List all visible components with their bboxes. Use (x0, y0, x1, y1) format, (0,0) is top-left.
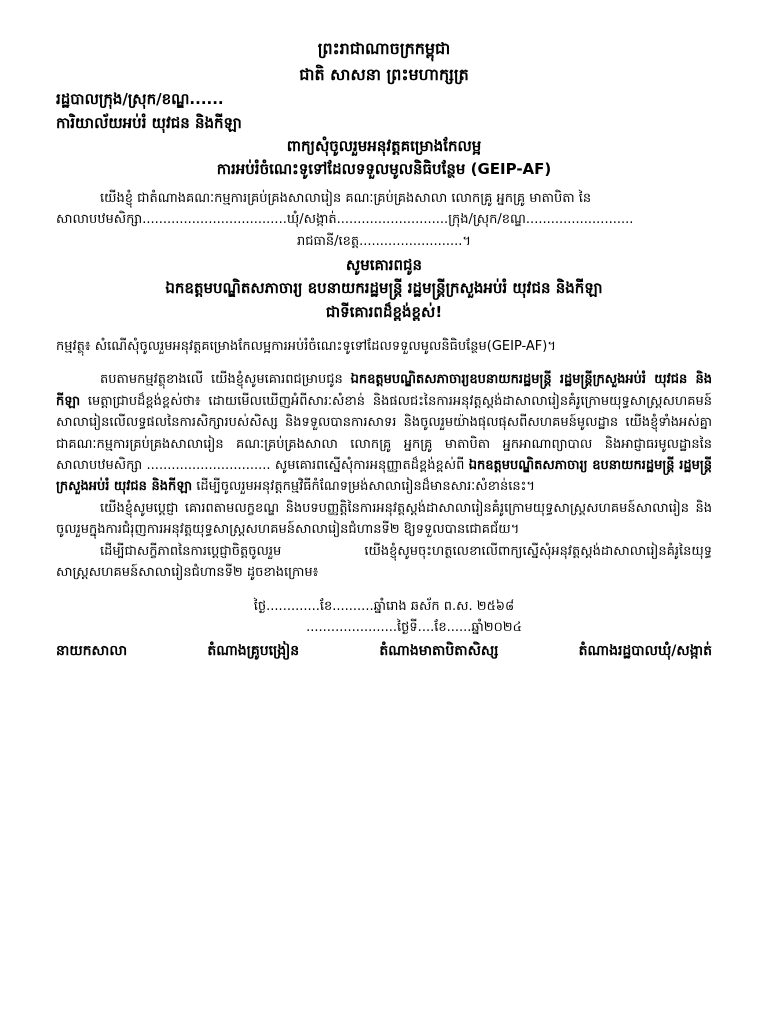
subject-line: កម្មវត្ថុ៖ សំណើសុំចូលរួមអនុវត្តគម្រោងកែលម្អការអប់រំចំណេះទូទៅដែលទទួលមូលនិធិបន្ថែម(GEIP-AF)។ (56, 338, 556, 354)
p1-text-a: តបតាមកម្មវត្ថុខាងលើ យើងខ្ញុំសូមគោរពជម្រាបជូន (100, 372, 351, 388)
intro-line-1: យើងខ្ញុំ ជាតំណាងគណៈកម្មការគ្រប់គ្រងសាលារៀន គណៈគ្រប់គ្រងសាលា លោកគ្រូ អ្នកគ្រូ មាតាបិតា នៃ (100, 190, 592, 206)
body-paragraph-1 (56, 369, 712, 498)
body-paragraph-2: យើងខ្ញុំសូមប្តេជ្ញា គោរពតាមលក្ខខណ្ឌ និងបទបញ្ញត្តិនៃការអនុវត្តស្តង់ដាសាលារៀនគំរូក្រោមយុទ្ធសាស្ត្រសហគមន៍សាលារៀន និងចូលរួមក្នុងការជំរុញការអនុវត្តយុទ្ធសាស្ត្រសហគមន៍សាលារៀនជំហានទី២ ឱ្យទទួលបានជោគជ័យ។ (56, 500, 712, 538)
kingdom-heading: ព្រះរាជាណាចក្រកម្ពុជា (317, 39, 451, 58)
motto-heading: ជាតិ សាសនា ព្រះមហាក្សត្រ (299, 64, 469, 84)
signature-parent-rep: តំណាងមាតាបិតាសិស្ស (379, 643, 499, 660)
title-line-2: ការអប់រំចំណេះទូទៅដែលទទួលមូលនិធិបន្ថែម (GEIP-AF) (216, 160, 552, 179)
office-line: ការិយាល័យអប់រំ យុវជន និងកីឡា (56, 114, 242, 133)
body-paragraph-3: ដើម្បីជាសក្ខីភាពនៃការប្តេជ្ញាចិត្តចូលរួម យើងខ្ញុំសូមចុះហត្ថលេខាលើពាក្យស្នើសុំអនុវត្តស្តង់ដាសាលារៀនគំរូនៃយុទ្ធសាស្ត្រសហគមន៍សាលារៀនជំហានទី២ ដូចខាងក្រោម៖ (56, 543, 712, 581)
p1-recipient-bold-2: ឯកឧត្តមបណ្ឌិតសភាចារ្យ ឧបនាយករដ្ឋមន្ត្រី រដ្ឋមន្ត្រីក្រសួងអប់រំ យុវជន និងកីឡា (56, 457, 713, 495)
signature-commune-rep: តំណាងរដ្ឋបាលឃុំ/សង្កាត់ (578, 643, 712, 660)
signature-row (56, 640, 712, 663)
title-line-1: ពាក្យសុំចូលរួមអនុវត្តគម្រោងកែលម្អ (286, 137, 482, 156)
solar-date-line: ......................ថ្ងៃទី....ខែ......ឆ្នាំ២០២៤ (306, 620, 522, 635)
p1-text-c: មេត្តាជ្រាបដ៏ខ្ពង់ខ្ពស់ថា៖ ដោយមើលឃើញអំពីសារៈសំខាន់ និងផលជះនៃការអនុវត្តស្តង់ដាសាលារៀនគំរូក្រោមយុទ្ធសាស្ត្រសហគមន៍សាលារៀនលើលទ្ធផលនៃការសិក្សារបស់សិស្ស និងទទួលបានការសាទរ និងចូលរួមយ៉ាងផុលផុសពីសហគមន៍មូលដ្ឋាន យើងខ្ញុំទាំងអស់គ្នាជាគណៈកម្មការគ្រប់គ្រងសាលារៀន គណៈគ្រប់គ្រងសាលា លោកគ្រូ អ្នកគ្រូ មាតាបិតា អ្នកអាណាព្យាបាល និងអាជ្ញាធរមូលដ្ឋាននៃសាលាបឋមសិក្សា .............................. សូមគោរពស្នើសុំការអនុញ្ញាតដ៏ខ្ពង់ខ្ពស់ពី (56, 393, 712, 473)
respect-heading: សូមគោរពជូន (345, 256, 423, 274)
intro-line-3: រាជធានី/ខេត្ត.........................។ (296, 233, 472, 249)
recipient-line-2: ជាទីគោរពដ៏ខ្ពង់ខ្ពស់! (325, 302, 443, 321)
lunar-date-line: ថ្ងៃ.............ខែ..........ឆ្នាំរោង ឆស័ក ព.ស. ២៥៦៨ (253, 598, 515, 614)
signature-principal: នាយកសាលា (56, 643, 128, 660)
p1-recipient-bold: ឯកឧត្តមបណ្ឌិតសភាចារ្យឧបនាយករដ្ឋមន្ត្រី រដ្ឋមន្ត្រីក្រសួងអប់រំ យុវជន និងកីឡា (56, 372, 712, 409)
district-line: រដ្ឋបាលក្រុង/ស្រុក/ខណ្ឌ...... (56, 90, 224, 109)
p1-text-e: ដើម្បីចូលរួមអនុវត្តកម្មវិធីកំណែទម្រង់សាលារៀនដ៏មានសារៈសំខាន់នេះ។ (192, 479, 535, 495)
recipient-line-1: ឯកឧត្តមបណ្ឌិតសភាចារ្យ ឧបនាយករដ្ឋមន្ត្រី រដ្ឋមន្ត្រីក្រសួងអប់រំ យុវជន និងកីឡា (165, 279, 603, 298)
signature-teacher-rep: តំណាងគ្រូបង្រៀន (207, 643, 300, 660)
intro-line-2: សាលាបឋមសិក្សា...................................ឃុំ/សង្កាត់...........................ក្រុង/ស្រុក/ខណ្ឌ.......................... (56, 212, 634, 228)
